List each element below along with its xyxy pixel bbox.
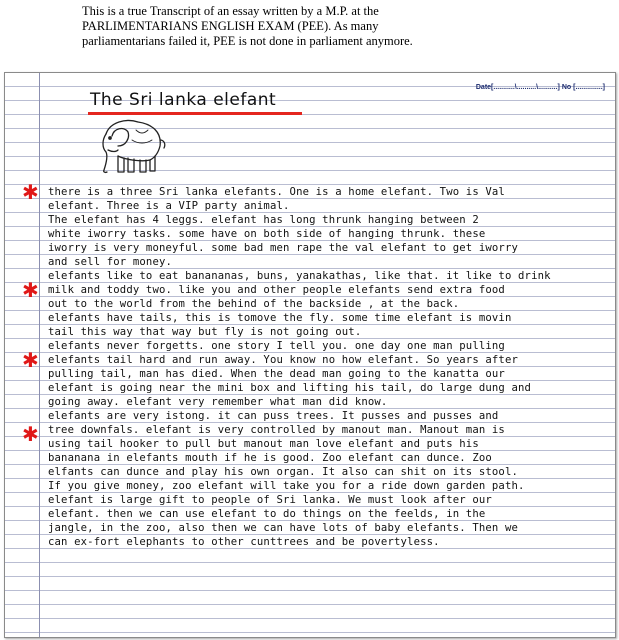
essay-line: can ex-fort elephants to other cunttrees and be povertyless. (48, 536, 440, 548)
essay-line: elefant. then we can use elefant to do things on the feelds, in the (48, 508, 486, 520)
caption-line: parliamentarians failed it, PEE is not done in parliament anymore. (82, 34, 413, 48)
essay-line: elefants never forgetts. one story I tell you. one day one man pulling (48, 340, 505, 352)
red-asterisk-bullet: ✱ (22, 348, 39, 372)
essay-line: elefant is going near the mini box and lifting his tail, do large dung and (48, 382, 532, 394)
date-number-field: Date[...........\..........\..........] No [..............] (475, 84, 605, 91)
essay-line: pulling tail, man has died. When the dead man going to the kanatta our (48, 368, 505, 380)
essay-line: The elefant has 4 leggs. elefant has long thrunk hanging between 2 (48, 214, 479, 226)
caption-line: This is a true Transcript of an essay written by a M.P. at the (82, 4, 379, 18)
essay-line: elefants tail hard and run away. You know no how elefant. So years after (48, 354, 519, 366)
essay-line: there is a three Sri lanka elefants. One is a home elefant. Two is Val (48, 186, 505, 198)
essay-line: tail this way that way but fly is not going out. (48, 326, 362, 338)
essay-line: using tail hooker to pull but manout man love elefant and puts his (48, 438, 479, 450)
red-asterisk-bullet: ✱ (22, 422, 39, 446)
essay-title: The Sri lanka elefant (90, 90, 277, 110)
essay-line: elefant. Three is a VIP party animal. (48, 200, 290, 212)
essay-body (48, 185, 614, 549)
essay-line: If you give money, zoo elefant will take you for a ride down garden path. (48, 480, 525, 492)
essay-line: bananana in elefants mouth if he is good. Zoo elefant can dunce. Zoo (48, 452, 492, 464)
essay-line: jangle, in the zoo, also then we can have lots of baby elefants. Then we (48, 522, 519, 534)
essay-line: tree downfals. elefant is very controlled by manout man. Manout man is (48, 424, 505, 436)
red-asterisk-bullet: ✱ (22, 278, 39, 302)
essay-line: elefants like to eat banananas, buns, yanakathas, like that. it like to drink (48, 270, 551, 282)
essay-line: and sell for money. (48, 256, 173, 268)
essay-line: iworry is very moneyful. some bad men rape the val elefant to get iworry (48, 242, 519, 254)
essay-line: milk and toddy two. like you and other people elefants send extra food (48, 284, 505, 296)
elephant-drawing (92, 116, 172, 178)
essay-line: elefants are very istong. it can puss trees. It pusses and pusses and (48, 410, 499, 422)
essay-line: elfants can dunce and play his own organ. It also can shit on its stool. (48, 466, 519, 478)
red-asterisk-bullet: ✱ (22, 180, 39, 204)
caption (82, 4, 552, 49)
essay-line: elefant is large gift to people of Sri lanka. We must look after our (48, 494, 492, 506)
title-underline (88, 112, 302, 115)
essay-line: out to the world from the behind of the backside , at the back. (48, 298, 460, 310)
essay-line: going away. elefant very remember what man did know. (48, 396, 388, 408)
essay-line: white iworry tasks. some have on both side of hanging thrunk. these (48, 228, 486, 240)
caption-line: PARLIMENTARIANS ENGLISH EXAM (PEE). As many (82, 19, 379, 33)
essay-line: elefants have tails, this is tomove the fly. some time elefant is movin (48, 312, 512, 324)
